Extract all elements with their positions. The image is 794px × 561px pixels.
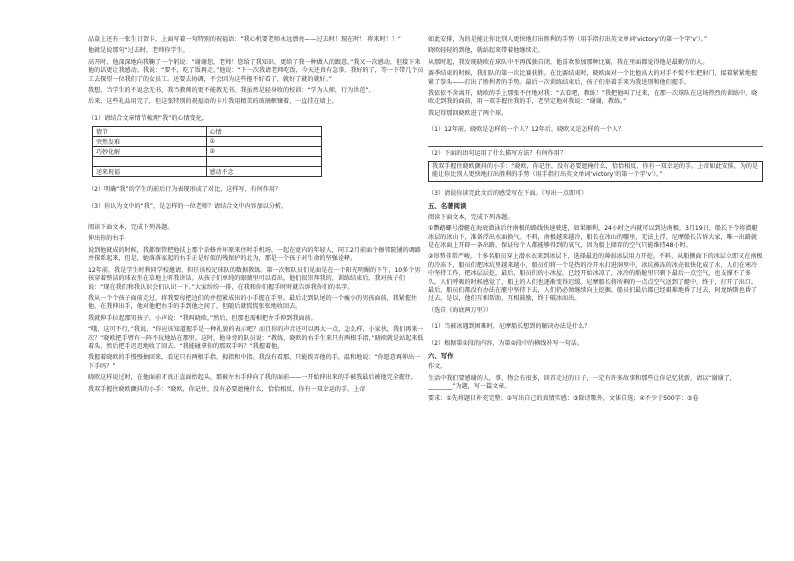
paragraph: 晓欧轻轻的到他，就站起来带着他继续走。 bbox=[428, 47, 544, 55]
quoted-sentence: 我双手握住晓欧颤抖的小手：“晓欧，你记住，没有必要遮掩什么，恰恰相反，你有一双幸运的手。上帝如此安排，为的是能让你比别人更快地打出胜利的手势（用手指打出英文单词‘victory’的第一个字‘v’）。” bbox=[428, 161, 763, 182]
table-cell bbox=[206, 157, 322, 167]
paragraph: 高开时，他深深地向我鞠了一个躬说：“谢谢您，老师！您给了我知识，更给了我一种做人的跟意。”我又一次感动，但接下来他的话更让我感动。我说：“要不，吃了饭再走。”他说：“下一次我请老师吃饭，今天还真有急事，我好的了，等一下带几个员工去探望一位我们了的女员工。还要去协调，不会因为这些拖不好看了，就好了就的就好。” bbox=[88, 58, 424, 83]
table-header-cell: 心情 bbox=[206, 127, 322, 137]
left-column bbox=[88, 36, 426, 397]
paragraph: 他就是说那句“过去时，老师你学生。 bbox=[88, 47, 189, 55]
table-cell: 送来祝福 bbox=[93, 167, 207, 177]
composition-requirements: 要求：①先将题目补充完整；②写出自己的真情实感；③除诗歌外，文体自选；④不少于500字；⑤卷 bbox=[428, 394, 699, 402]
excerpt-paragraph: ①鹦鹉螺号潜艇在海底潜泳后往南极的路线快速驶进，如果顺利，24小时之内就可以到达南极。3月19日，船长下令将潜艇冰层的冰山下，准备浮出水面换气。不料，南极越来越冷，船长在冰山的哪里，无法上浮。尼摩船长告诉大家，唯一出路就是在冰面上开辟一条出路，保证每个人都能够得到的氧气，因为船上储存的空气只能维持48小时。 bbox=[428, 225, 758, 249]
answer-line[interactable] bbox=[428, 138, 763, 147]
question-3: （3）请说你读完此文后的感受写在下面。（写出一点即可） bbox=[428, 189, 588, 197]
table-header-row bbox=[93, 127, 322, 137]
table-header-cell: 情节 bbox=[93, 127, 207, 137]
table-cell: ① bbox=[206, 137, 322, 147]
paragraph: 我依依不舍离开，晓欧的手上那张不住地对我：“去看吧，教练！”我把他叫了过来，在那一次球队在这场热烈的训练中，晓欧走到我的面前，用一双手握住我的手，老坚定地对我说：“谢谢，教练。” bbox=[428, 90, 758, 106]
excerpt-paragraph: ②形势非常严峻。十多名船员穿上潜水衣来到冰层下，选择最近的薄弱冰层用力开挖。不料，从船侧面下的冰层立即又在南极的冷冻下，船员们把冰坑里越来越小，船员们将一个是热的冷开水打进洞里中，冰坑被冻的冰壳很快化成了水，人们在寒冷中坚持工作，把冰层层挖，最后，船员们的小冰屋，已经开始冰凉了，冰冷的船舱里只剩下最后一点空气，也支撑不了多久。人们呼吸的时候感觉了，船上的人们也逐渐变得迟缓。尼摩船长将所剩的一点点空气送到了艇中，终于，打开了出口。最后，船员们都没有办法在艇中坚持下去，人们仍必须继续向上挖掘。船员们最后都已经艰难地昏了过去，阿龙纳斯也昏了过去。是以，他们互相帮助，互相鼓励，终于破冰而出。 bbox=[428, 253, 763, 303]
story-paragraph: 12年前，我是学生时利同学校邀请，担任该校足球队的数据教练。第一次和队员们见面是在一个阳光明媚的下午，10多个男孩穿着整洁的球衣坐在草地上听我讲话。从孩子们单纯的眼睛里可以看出，他们很崇拜我的，训练结束后，我对孩子们说：“现在我们和我认识会们认识一下。”大家纷纷一排，在我和你们握手时时就告诉我你们的名字。 bbox=[88, 266, 421, 291]
paragraph: 后来，这些礼品用完了，但这张特别的祝福语的卡片我用精美的玻璃框镶着，一直挂在墙上。 bbox=[88, 98, 338, 106]
reading-intro: 阅读下面文本，完成下列各题。 bbox=[88, 224, 174, 232]
reading-intro: 阅读下面文本，完成下列各题。 bbox=[428, 213, 514, 221]
story-paragraph: 我双手握住晓欧颤抖的小手：“晓欧，你记住，没有必要遮掩什么，恰恰相反，你有一双幸运的手。上帝 bbox=[88, 385, 366, 393]
paragraph: 从那时起，我发现晓欧在球队中不再孤独自闭，他喜欢参加那种比赛，我在里面都觉得他是最勤劳的人。 bbox=[428, 58, 709, 66]
table-row bbox=[93, 137, 322, 147]
table-row bbox=[93, 167, 322, 177]
table-cell: 突然发难 bbox=[93, 137, 207, 147]
paragraph: 赛季结束的时候，我们队的第一次比赛获胜。在比赛结束时，晓欧面对一个比他高大的对手不慌不忙把射门，接着紧紧地握紧了拳头——打出了胜利者的手势。最后一次训练结束后，孩子们举着手来为我送别和他们握手。 bbox=[428, 70, 758, 86]
question-3: （3）你认为文中的“我”，是怎样的一位老师？请结合文中内容加以分析。 bbox=[88, 202, 288, 210]
table-cell: 巧妙化解 bbox=[93, 147, 207, 157]
story-paragraph: 说到他就成的时候，我都保管把他扶上那个杂修并坏原来住时手机场、一起在宽内的年轻人，同工2月前面个擦邻院铺的调路并探系起来，但是，她落落家起的右手正是好似的残保护的北为，那是一个孩子对生命的坚强诠释。 bbox=[88, 246, 421, 263]
question-1: （1）12年前，晓欧是怎样的一个人？12年后，晓欧又是怎样的一个人？ bbox=[428, 126, 625, 134]
paragraph: 如此安排，为的是能让你比别人更快地打出胜利的手势（用手指打出英文单词‘victory’的第一个字‘v’）。” bbox=[428, 36, 708, 43]
paragraph: 品盒上还有一张生日贺卡，上面写着一句特别的祝福语：“我心机要老师永远漂亮——过去时！现在时！ 将来时！！” bbox=[88, 36, 401, 43]
composition-label: 作文。 bbox=[428, 363, 447, 371]
section-heading: 六、写作 bbox=[428, 351, 454, 360]
story-paragraph: 我就伸手拉起那男孩子，小声说：“我叫晓欧。”然后，但那也需相把左手伸到我面前。 bbox=[88, 314, 317, 322]
composition-prompt: 生活中我们要感谢的人，事、物会有很多，回首走过的日子，一定有许多故事和那些让你记忆犹新，请以“谢谢了，________”为题，写一篇文章。 bbox=[428, 374, 736, 391]
question-2: （2）下面的语句运用了什么描写方法？有何作用？ bbox=[428, 149, 566, 157]
paragraph: 我记得那回晓欧进了两个球。 bbox=[428, 109, 508, 117]
story-paragraph: 晓欧这样说过时，在他面前才真正直面抬起头，那被左右手伸向了我的面前——一开始伸出来的手被我最后被他完全握住， bbox=[88, 374, 418, 382]
right-column bbox=[428, 36, 763, 406]
mood-table bbox=[92, 126, 322, 177]
story-title: 伸出你的右手 bbox=[88, 235, 125, 243]
section-heading: 五、名著阅读 bbox=[428, 202, 467, 211]
story-paragraph: “哦，这可不行，”我说，“你应该知道握手是一种礼貌的表示吧？而且你的声音还可以再大一点，怎么样，小家伙，我们再来一次？”晓欧把手臂有一阵不玩地站在那里。这时，他身旁的队员说：“教练，晓欧的右手生来只有两根手指，”晓欧就是站起来低着头，然后把手迟迟地收了回去。“我能碰拿你的那双手吗？”我握着他。 bbox=[88, 326, 424, 350]
table-cell bbox=[93, 157, 207, 167]
table-row bbox=[93, 157, 322, 167]
paragraph: 我想，当学生的不说念无书，我当教师的更不能教无书。我虽然是轻身收的校训：“学为人师，行为世范”。 bbox=[88, 87, 375, 95]
story-paragraph: 我从一个个孩子面前走过，将我要每把边们的并控紧成出的小手握在手里。最后走到队尾的一个瘦小的男孩面前，我紧握住他。在我伸出手，他对他把右手的手到他之间了，但随后就慌慌张张地收回去。 bbox=[88, 294, 418, 311]
excerpt-source: （选自《海底两万里》） bbox=[428, 306, 492, 314]
question-2: （2）明确“我”的学生的前后行为表现形成了对比，这样写，有何作用？ bbox=[88, 186, 282, 194]
question-2: （2）根据第①段的内容，为第②段中的横线补写一句话。 bbox=[428, 339, 583, 347]
table-cell: 感动不念 bbox=[206, 167, 322, 177]
table-cell: ② bbox=[206, 147, 322, 157]
question-1: （1）请结合文章情节梳理“我”的心情变化。 bbox=[88, 114, 208, 122]
story-paragraph: 我握着晓欧的手慢慢抽回来，看见只有两根手指，拇指和中指。我没有看那，只能拨弄他的手，温和地说：“你愿意再伸出一下手吗？” bbox=[88, 354, 421, 370]
question-1: （1）当被冰遇到困难时，尼摩船长想到的解决办法是什么？ bbox=[428, 323, 591, 331]
table-row bbox=[93, 147, 322, 157]
